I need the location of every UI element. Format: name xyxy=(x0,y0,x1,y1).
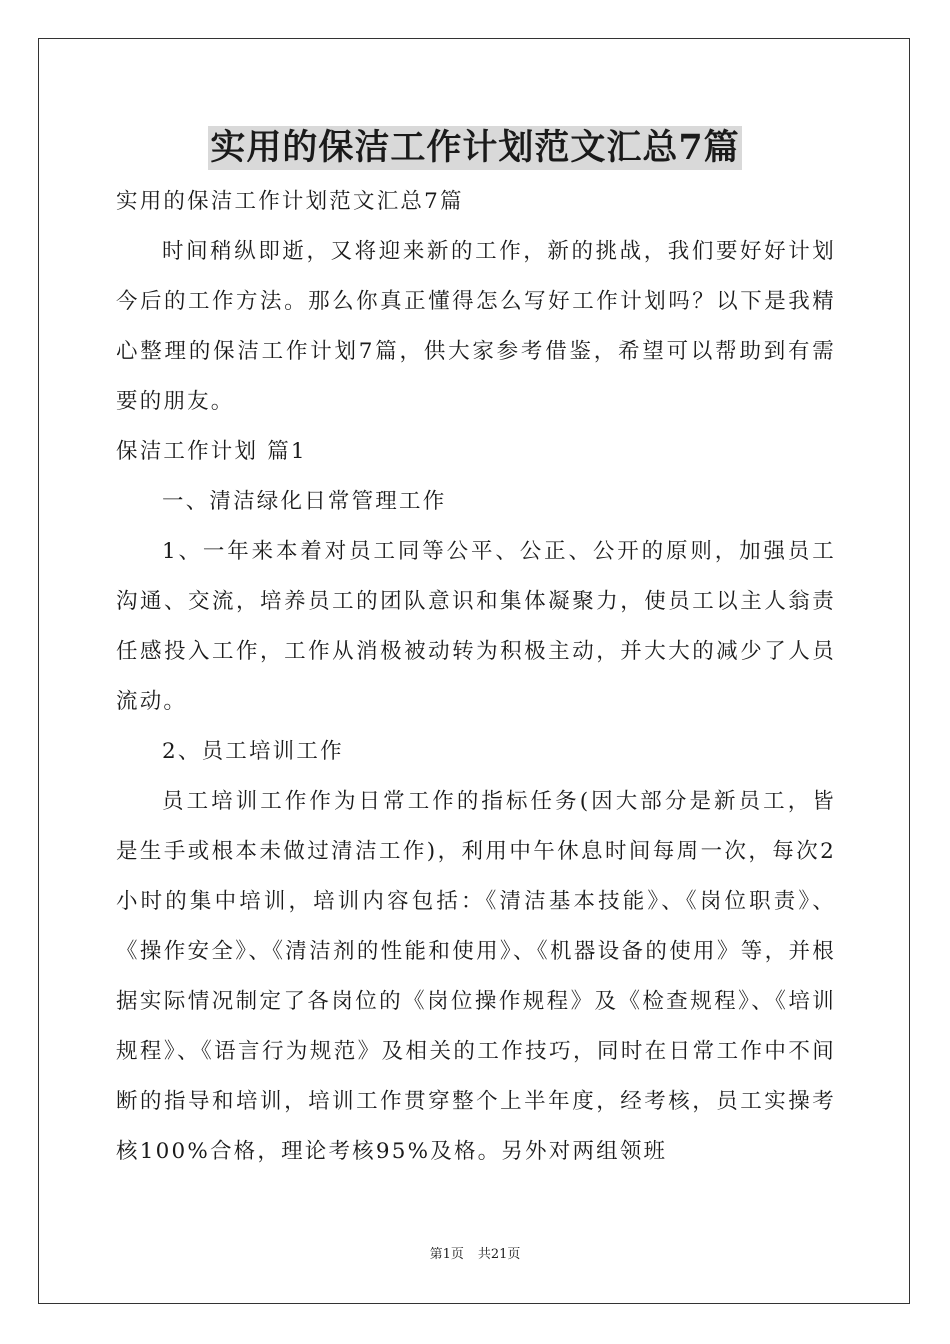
page-footer xyxy=(0,1246,950,1264)
section-heading: 保洁工作计划 篇1 xyxy=(116,439,307,464)
page-number: 第1页 xyxy=(429,1247,464,1262)
title-wrap xyxy=(0,126,950,170)
document-title: 实用的保洁工作计划范文汇总7篇 xyxy=(210,127,740,168)
paragraph-subtitle: 实用的保洁工作计划范文汇总7篇 xyxy=(116,189,464,214)
paragraph-item-1: 1、一年来本着对员工同等公平、公正、公开的原则，加强员工沟通、交流，培养员工的团队意识和集体凝聚力，使员工以主人翁责任感投入工作，工作从消极被动转为积极主动，并大大的减少了人员流动。 xyxy=(116,539,836,714)
item-heading-2: 2、员工培训工作 xyxy=(162,739,344,764)
document-body xyxy=(116,177,836,1177)
subsection-heading: 一、清洁绿化日常管理工作 xyxy=(162,489,447,514)
paragraph-intro: 时间稍纵即逝，又将迎来新的工作，新的挑战，我们要好好计划今后的工作方法。那么你真正懂得怎么写好工作计划吗？以下是我精心整理的保洁工作计划7篇，供大家参考借鉴，希望可以帮助到有需要的朋友。 xyxy=(116,239,836,414)
page-total: 共21页 xyxy=(477,1247,521,1262)
paragraph-training: 员工培训工作作为日常工作的指标任务(因大部分是新员工，皆是生手或根本未做过清洁工作)，利用中午休息时间每周一次，每次2小时的集中培训，培训内容包括：《清洁基本技能》、《岗位职责》、《操作安全》、《清洁剂的性能和使用》、《机器设备的使用》等，并根据实际情况制定了各岗位的《岗位操作规程》及《检查规程》、《培训规程》、《语言行为规范》及相关的工作技巧，同时在日常工作中不间断的指导和培训，培训工作贯穿整个上半年度，经考核，员工实操考核100%合格，理论考核95%及格。另外对两组领班 xyxy=(116,789,836,1164)
